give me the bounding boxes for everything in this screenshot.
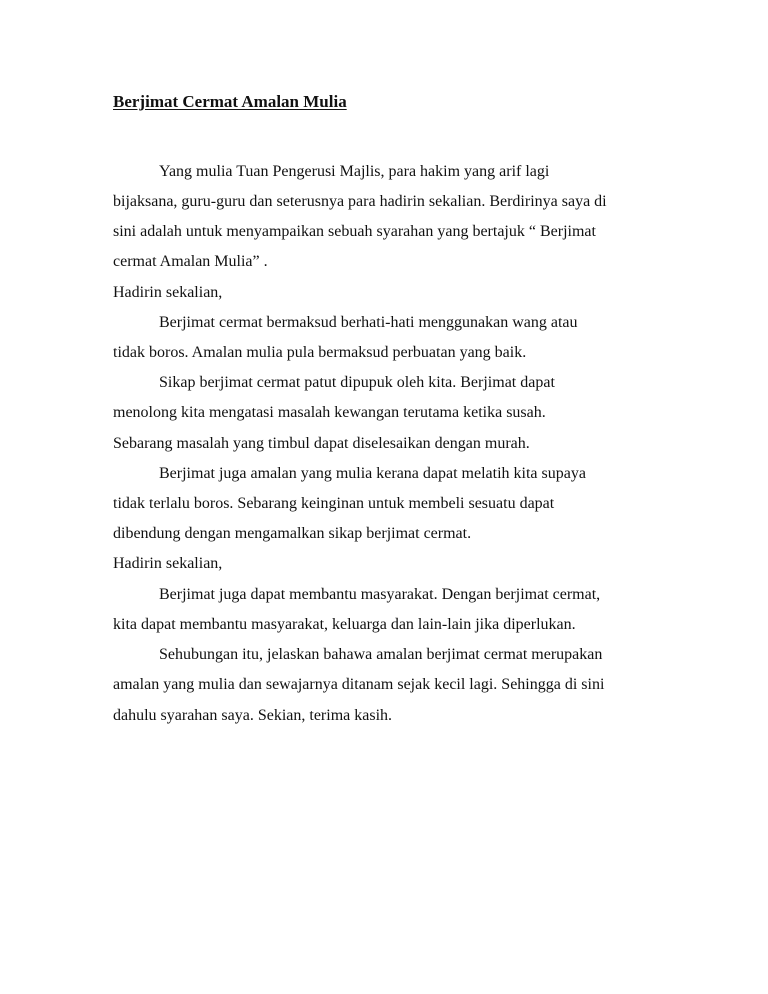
text-line: cermat Amalan Mulia” . bbox=[113, 253, 268, 270]
document-title: Berjimat Cermat Amalan Mulia bbox=[113, 92, 347, 111]
text-line: dibendung dengan mengamalkan sikap berjimat cermat. bbox=[113, 525, 472, 542]
text-line: Berjimat juga dapat membantu masyarakat. Dengan berjimat cermat, bbox=[159, 586, 601, 603]
text-line: tidak terlalu boros. Sebarang keinginan untuk membeli sesuatu dapat bbox=[113, 495, 555, 512]
text-line: menolong kita mengatasi masalah kewangan terutama ketika susah. bbox=[113, 404, 546, 421]
text-line: kita dapat membantu masyarakat, keluarga dan lain-lain jika diperlukan. bbox=[113, 616, 576, 633]
text-line: sini adalah untuk menyampaikan sebuah syarahan yang bertajuk “ Berjimat bbox=[113, 223, 596, 240]
text-line: Yang mulia Tuan Pengerusi Majlis, para hakim yang arif lagi bbox=[159, 163, 550, 180]
text-line: Sikap berjimat cermat patut dipupuk oleh kita. Berjimat dapat bbox=[159, 374, 555, 391]
text-line: Berjimat cermat bermaksud berhati-hati menggunakan wang atau bbox=[159, 314, 578, 331]
text-line: dahulu syarahan saya. Sekian, terima kasih. bbox=[113, 707, 393, 724]
text-line: Berjimat juga amalan yang mulia kerana dapat melatih kita supaya bbox=[159, 465, 586, 482]
text-line: amalan yang mulia dan sewajarnya ditanam sejak kecil lagi. Sehingga di sini bbox=[113, 676, 605, 693]
text-line: tidak boros. Amalan mulia pula bermaksud perbuatan yang baik. bbox=[113, 344, 527, 361]
text-line: Hadirin sekalian, bbox=[113, 284, 223, 301]
text-line: Hadirin sekalian, bbox=[113, 555, 223, 572]
text-line: Sebarang masalah yang timbul dapat diselesaikan dengan murah. bbox=[113, 435, 530, 452]
text-line: bijaksana, guru-guru dan seterusnya para hadirin sekalian. Berdirinya saya di bbox=[113, 193, 607, 210]
text-line: Sehubungan itu, jelaskan bahawa amalan berjimat cermat merupakan bbox=[159, 646, 603, 663]
